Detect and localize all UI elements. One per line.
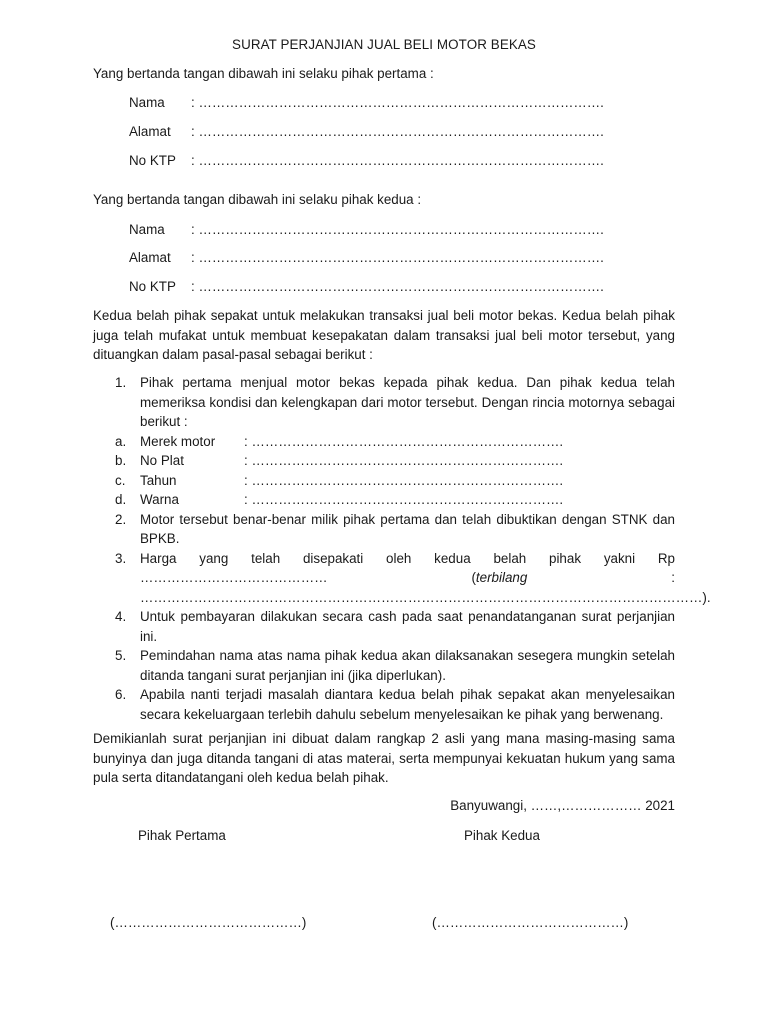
party1-intro: Yang bertanda tangan dibawah ini selaku pihak pertama : <box>93 66 434 81</box>
detail-label: Merek motor <box>140 433 216 449</box>
party2-name-row <box>129 220 604 240</box>
motor-detail-row <box>115 451 675 471</box>
clause-number: 2. <box>115 511 127 527</box>
field-label: Alamat <box>129 124 171 139</box>
detail-value: : ……………………………………………………………. <box>244 453 564 468</box>
clause-text: Apabila nanti terjadi masalah diantara kedua belah pihak sepakat akan menyelesaikan secara kekeluargaan terlebih dahulu sebelum menyelesaikan ke pihak yang berwenang. <box>140 687 675 722</box>
document-title: SURAT PERJANJIAN JUAL BELI MOTOR BEKAS <box>232 37 536 52</box>
detail-value: : ……………………………………………………………. <box>244 492 564 507</box>
clause-number: 3. <box>115 550 127 566</box>
detail-value: : ……………………………………………………………. <box>244 433 564 449</box>
clause-text-italic: terbilang <box>475 570 528 585</box>
sign-second-line: (……………………………………) <box>432 915 629 930</box>
clause-text: Untuk pembayaran dilakukan secara cash pada saat penandatanganan surat perjanjian ini. <box>140 609 675 644</box>
field-value: : ………………………………………………………………………………. <box>191 124 604 139</box>
clause-item <box>115 510 675 549</box>
party2-address-row <box>129 248 604 268</box>
motor-detail-row <box>115 490 675 510</box>
sign-first-line: (……………………………………) <box>110 915 307 930</box>
detail-value: : ……………………………………………………………. <box>244 472 564 488</box>
party1-address-row <box>129 122 604 142</box>
field-value: : ………………………………………………………………………………. <box>191 250 604 265</box>
place-date: Banyuwangi, ……,……………… 2021 <box>450 798 675 813</box>
field-value: : ………………………………………………………………………………. <box>191 279 604 294</box>
detail-letter: d. <box>115 492 127 507</box>
motor-detail-row <box>115 471 675 491</box>
detail-label: Warna <box>140 492 179 507</box>
detail-letter: b. <box>115 453 127 468</box>
agreement-intro: Kedua belah pihak sepakat untuk melakukan transaksi jual beli motor bekas. Kedua belah pihak juga telah mufakat untuk membuat kesepakatan dalam transaksi jual beli motor tersebut, yang dituangkan dalam pasal-pasal sebagai berikut : <box>93 308 675 362</box>
motor-detail-row <box>115 432 675 452</box>
field-label: Nama <box>129 222 165 237</box>
party1-ktp-row <box>129 151 604 171</box>
field-label: Alamat <box>129 250 171 265</box>
clause-item <box>115 646 675 685</box>
field-value: : ………………………………………………………………………………. <box>191 153 604 168</box>
field-label: No KTP <box>129 153 176 168</box>
field-value: : ………………………………………………………………………………. <box>191 95 604 110</box>
sign-first-label: Pihak Pertama <box>138 828 226 843</box>
clause-item <box>115 607 675 646</box>
party1-name-row <box>129 93 604 113</box>
field-label: Nama <box>129 95 165 110</box>
clause-text: Pihak pertama menjual motor bekas kepada pihak kedua. Dan pihak kedua telah memeriksa kondisi dan kelengkapan dari motor tersebut. Dengan rincia motornya sebagai berikut : <box>140 375 675 429</box>
clause-number: 6. <box>115 687 127 702</box>
field-label: No KTP <box>129 279 176 294</box>
field-value: : ………………………………………………………………………………. <box>191 222 604 237</box>
clause-number: 4. <box>115 609 127 624</box>
clause-paren: ( <box>471 570 476 585</box>
clause-text-a: Harga yang telah disepakati oleh kedua belah pihak yakni Rp …………………………………… <box>140 550 675 585</box>
detail-label: Tahun <box>140 472 177 488</box>
detail-letter: a. <box>115 433 127 449</box>
detail-letter: c. <box>115 472 126 488</box>
clause-item <box>115 373 675 432</box>
clause-list <box>115 373 711 724</box>
clause-item <box>115 549 711 608</box>
party2-intro: Yang bertanda tangan dibawah ini selaku pihak kedua : <box>93 192 422 207</box>
detail-label: No Plat <box>140 453 184 468</box>
clause-text-b: : ………………………………………………………………………………………………………………). <box>140 570 711 605</box>
clause-number: 5. <box>115 648 127 663</box>
party2-ktp-row <box>129 277 604 297</box>
clause-number: 1. <box>115 375 127 390</box>
clause-text: Pemindahan nama atas nama pihak kedua akan dilaksanakan sesegera mungkin setelah ditanda tangani surat perjanjian ini (jika diperlukan). <box>140 648 675 683</box>
sign-second-label: Pihak Kedua <box>464 828 540 843</box>
closing-paragraph: Demikianlah surat perjanjian ini dibuat dalam rangkap 2 asli yang mana masing-masing sama bunyinya dan juga ditanda tangani di atas materai, serta mempunyai kekuatan hukum yang sama pula serta ditandatangani oleh kedua belah pihak. <box>93 731 675 785</box>
clause-text: Motor tersebut benar-benar milik pihak pertama dan telah dibuktikan dengan STNK dan BPKB. <box>140 511 675 546</box>
clause-item <box>115 685 675 724</box>
